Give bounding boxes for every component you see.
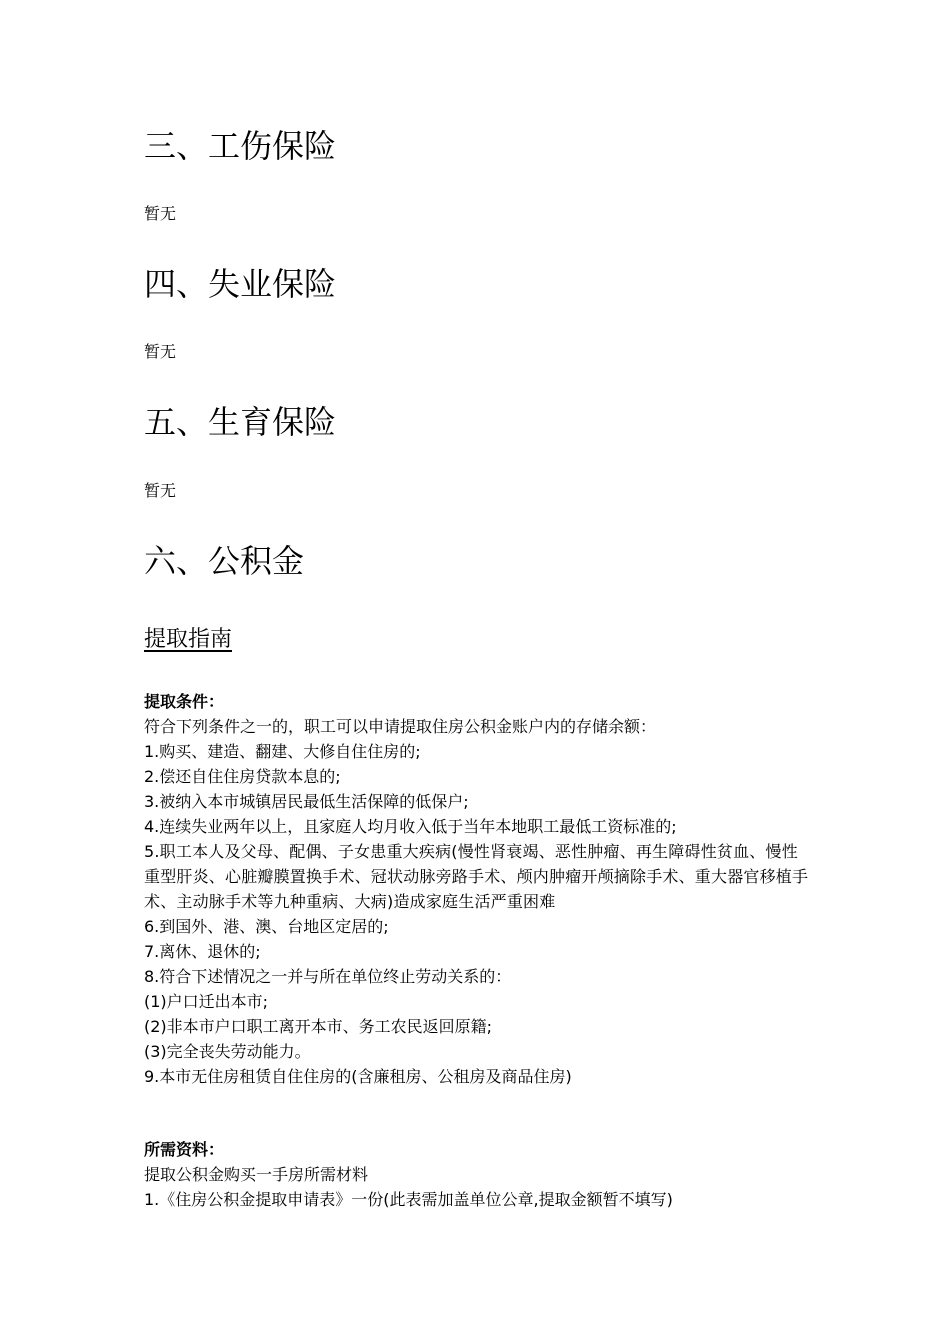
section-title-housing-fund: 六、公积金 [144, 542, 305, 580]
condition-subitem: (1)户口迁出本市; [144, 992, 269, 1011]
conditions-label: 提取条件： [144, 692, 225, 711]
materials-label: 所需资料： [144, 1140, 225, 1159]
materials-intro: 提取公积金购买一手房所需材料 [144, 1165, 369, 1184]
section-body-maternity-insurance: 暂无 [144, 481, 177, 500]
section-title-work-injury-insurance: 三、工伤保险 [144, 127, 337, 165]
section-title-maternity-insurance: 五、生育保险 [144, 403, 337, 441]
condition-item: 1.购买、建造、翻建、大修自住住房的; [144, 742, 421, 761]
condition-item: 3.被纳入本市城镇居民最低生活保障的低保户; [144, 792, 469, 811]
material-item: 1.《住房公积金提取申请表》一份(此表需加盖单位公章,提取金额暂不填写) [144, 1190, 673, 1209]
withdrawal-conditions [144, 689, 814, 1089]
condition-item: 9.本市无住房租赁自住住房的(含廉租房、公租房及商品住房) [144, 1067, 572, 1086]
section-body-work-injury-insurance: 暂无 [144, 204, 177, 223]
withdrawal-guide-heading: 提取指南 [144, 627, 233, 652]
condition-item: 6.到国外、港、澳、台地区定居的; [144, 917, 389, 936]
conditions-intro: 符合下列条件之一的，职工可以申请提取住房公积金账户内的存储余额： [144, 717, 657, 736]
condition-item: 5.职工本人及父母、配偶、子女患重大疾病(慢性肾衰竭、恶性肿瘤、再生障碍性贫血、慢性重型肝炎、心脏瓣膜置换手术、冠状动脉旁路手术、颅内肿瘤开颅摘除手术、重大器官移植手术、主动脉手术等九种重病、大病)造成家庭生活严重困难 [144, 842, 809, 911]
condition-item: 8.符合下述情况之一并与所在单位终止劳动关系的： [144, 967, 512, 986]
section-title-unemployment-insurance: 四、失业保险 [144, 265, 337, 303]
condition-subitem: (3)完全丧失劳动能力。 [144, 1042, 311, 1061]
condition-item: 4.连续失业两年以上，且家庭人均月收入低于当年本地职工最低工资标准的; [144, 817, 677, 836]
required-materials [144, 1137, 814, 1212]
section-body-unemployment-insurance: 暂无 [144, 342, 177, 361]
condition-item: 7.离休、退休的; [144, 942, 261, 961]
condition-subitem: (2)非本市户口职工离开本市、务工农民返回原籍; [144, 1017, 493, 1036]
condition-item: 2.偿还自住住房贷款本息的; [144, 767, 341, 786]
